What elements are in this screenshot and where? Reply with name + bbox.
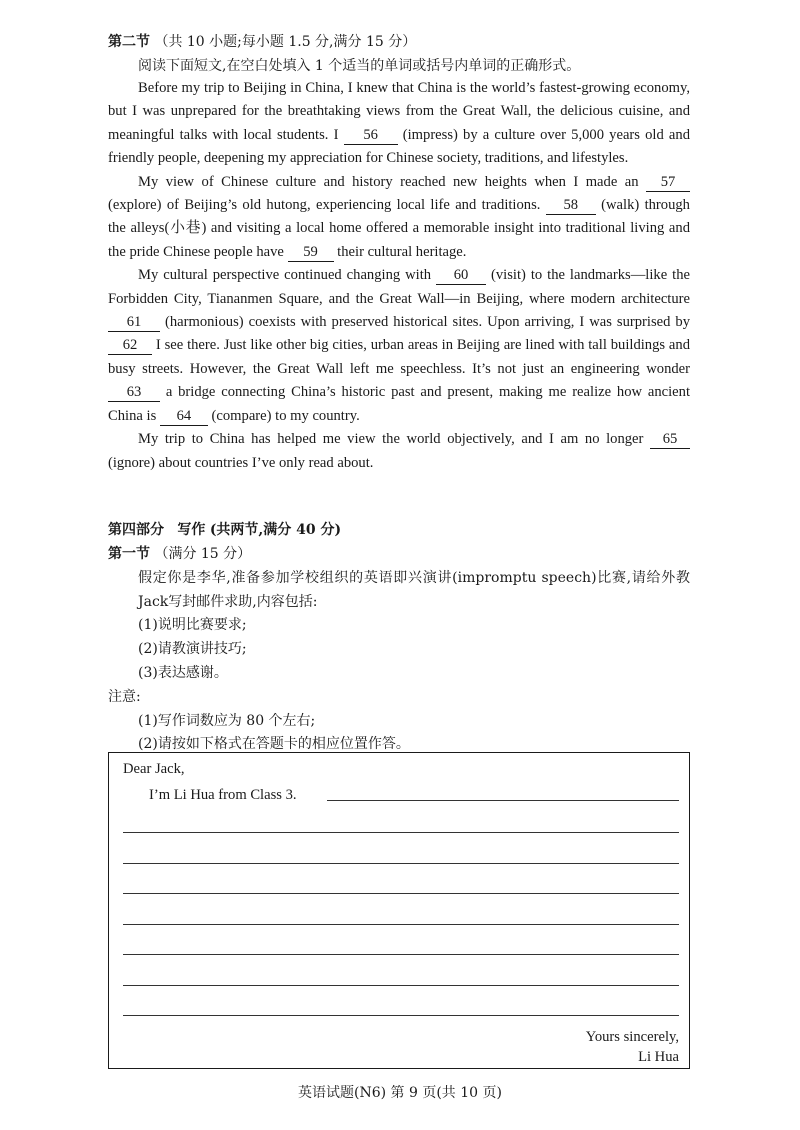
passage-text: (explore) of Beijing’s old hutong, experiencing local life and traditions. xyxy=(108,197,546,214)
writing-line[interactable] xyxy=(123,985,679,986)
blank-65[interactable]: 65 xyxy=(650,431,690,449)
writing-line[interactable] xyxy=(123,893,679,894)
task-intro: 假定你是李华,准备参加学校组织的英语即兴演讲(impromptu speech)比赛,请给外教Jack写封邮件求助,内容包括: xyxy=(138,570,690,610)
passage-paragraph-1 xyxy=(108,77,690,171)
passage-text: their cultural heritage. xyxy=(333,243,467,260)
section-title: 第二节 xyxy=(108,34,150,50)
task-item-1: (1)说明比赛要求; xyxy=(138,617,247,633)
section1-heading xyxy=(108,543,251,563)
letter-signature: Li Hua xyxy=(638,1049,679,1065)
section-instruction: 阅读下面短文,在空白处填入 1 个适当的单词或括号内单词的正确形式。 xyxy=(138,58,581,74)
passage-text: Before my trip to Beijing in China, I knew that China is the world’s fastest-growing economy, but I was unprepared for the breathtaking views from the Great Wall, the delicious cuisine, and meaningful talks with local students. I xyxy=(108,80,690,143)
passage-text: I see there. Just like other big cities, urban areas in Beijing are lined with tall buildings and busy streets. However, the Great Wall left me speechless. It’s not just an engineering wonder xyxy=(108,337,690,377)
passage-paragraph-3 xyxy=(108,264,690,428)
part4-name: 写作 xyxy=(177,522,206,538)
section1-title: 第一节 xyxy=(108,546,150,562)
letter-closing: Yours sincerely, xyxy=(585,1029,679,1045)
passage-text: a bridge connecting China’s historic past and present, making me realize how ancient China is xyxy=(108,384,690,424)
passage-text: (visit) to the landmarks—like the Forbidden City, Tiananmen Square, and the Great Wall—in Beijing, where modern architecture xyxy=(108,267,690,307)
answer-box[interactable] xyxy=(108,752,690,1069)
writing-line[interactable] xyxy=(123,1015,679,1016)
blank-58[interactable]: 58 xyxy=(546,197,596,215)
note-2: (2)请按如下格式在答题卡的相应位置作答。 xyxy=(138,736,410,752)
part4-title: 第四部分 xyxy=(108,522,164,538)
blank-56[interactable]: 56 xyxy=(344,127,398,145)
task-item-3: (3)表达感谢。 xyxy=(138,665,228,681)
passage-text: (harmonious) coexists with preserved historical sites. Upon arriving, I was surprised by xyxy=(160,314,690,331)
writing-line[interactable] xyxy=(123,954,679,955)
part4-desc: (共两节,满分 40 分) xyxy=(209,522,342,538)
part4-heading xyxy=(108,519,341,539)
passage-text: My view of Chinese culture and history reached new heights when I made an xyxy=(138,173,646,190)
blank-62[interactable]: 62 xyxy=(108,337,152,355)
passage-paragraph-4 xyxy=(108,428,690,475)
writing-line[interactable] xyxy=(123,832,679,833)
section-heading xyxy=(108,31,416,51)
letter-greeting: Dear Jack, xyxy=(123,761,185,777)
blank-63[interactable]: 63 xyxy=(108,384,160,402)
passage xyxy=(108,77,690,475)
letter-opening: I’m Li Hua from Class 3. xyxy=(149,787,297,803)
page-footer: 英语试题(N6) 第 9 页(共 10 页) xyxy=(298,1085,502,1101)
writing-line[interactable] xyxy=(123,924,679,925)
passage-text: (impress) by a culture over 5,000 years old and friendly people, deepening my appreciation for Chinese society, traditions, and lifestyles. xyxy=(108,126,690,167)
blank-60[interactable]: 60 xyxy=(436,267,486,285)
passage-paragraph-2 xyxy=(108,171,690,265)
section1-desc: （满分 15 分） xyxy=(154,546,252,562)
blank-61[interactable]: 61 xyxy=(108,314,160,332)
writing-line[interactable] xyxy=(327,800,679,801)
note-label: 注意: xyxy=(108,689,141,705)
passage-text: (compare) to my country. xyxy=(207,407,360,424)
section-desc: （共 10 小题;每小题 1.5 分,满分 15 分） xyxy=(154,34,417,50)
passage-text: My cultural perspective continued changing with xyxy=(138,267,437,284)
passage-text: (walk) through the alleys(小巷) and visiting a local home offered a memorable insight into traditional living and the pride Chinese people have xyxy=(108,197,690,260)
blank-57[interactable]: 57 xyxy=(646,174,690,192)
writing-line[interactable] xyxy=(123,863,679,864)
passage-text: (ignore) about countries I’ve only read about. xyxy=(108,454,374,471)
blank-59[interactable]: 59 xyxy=(288,244,334,262)
note-1: (1)写作词数应为 80 个左右; xyxy=(138,713,316,729)
passage-text: My trip to China has helped me view the world objectively, and I am no longer xyxy=(138,431,650,448)
blank-64[interactable]: 64 xyxy=(160,408,208,426)
task-item-2: (2)请教演讲技巧; xyxy=(138,641,247,657)
